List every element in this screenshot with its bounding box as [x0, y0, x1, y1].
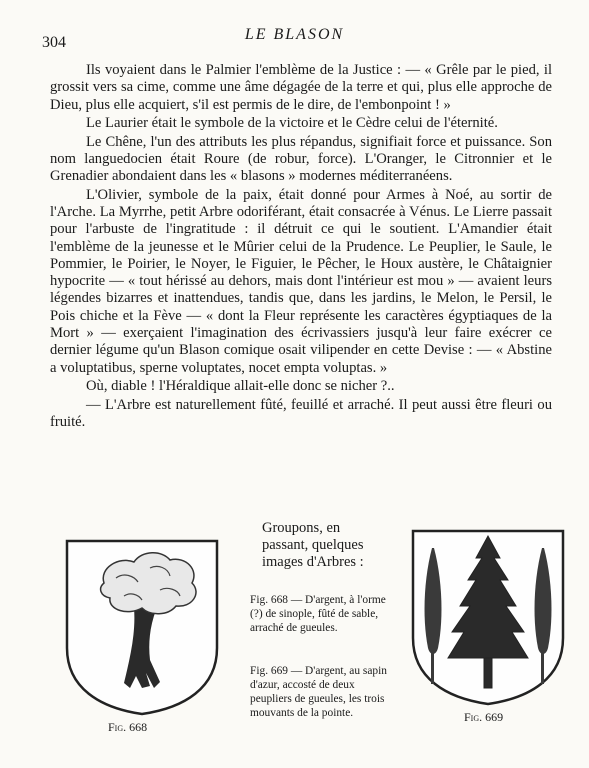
paragraph: L'Olivier, symbole de la paix, était donné pour Armes à Noé, au sortir de l'Arche. La Myrrhe, petit Arbre odoriférant, était consacrée à Vénus. Le Lierre passait pour l'arbuste de l'ingratitude : il détruit ce qui le soutient. L'Amandier était l'emblème de la jeunesse et le Mûrier celui de la Prudence. Le Peuplier, le Saule, le Pommier, le Poirier, le Noyer, le Figuier, le Pêcher, le Houx austère, le Châtaignier hypocrite — « tout hérissé au dehors, mais dont l'intérieur est mou » — avaient leurs légendes bizarres et inattendues, tandis que, dans les jardins, le Melon, le Persil, le Pois chiche et la Fève — « dont la Fleur représente les caractères égyptiaques de la Mort » — exerçaient l'imagination des écrivassiers jusqu'à leur faire exécrer ce dernier légume qu'un Blason comique osait vilipender en cette Devise : — « Abstine a voluptatibus, sperne voluptates, nocet empta voluptas. »	[50, 186, 552, 376]
figure-caption-669: Fig. 669 — D'argent, au sapin d'azur, accosté de deux peupliers de gueules, les trois mouvants de la pointe.	[250, 665, 387, 719]
figure-intro: Groupons, en passant, quelques images d'Arbres :	[262, 520, 364, 570]
page-number: 304	[42, 34, 66, 51]
paragraph: Ils voyaient dans le Palmier l'emblème de la Justice : — « Grêle par le pied, il grossit vers sa cime, comme une âme dégagée de la terre et qui, plus elle approche de Dieu, plus elle acquiert, s'il est permis de le dire, de l'embonpoint ! »	[50, 62, 552, 113]
paragraph: Le Laurier était le symbole de la victoire et le Cèdre celui de l'éternité.	[86, 115, 498, 132]
running-head: LE BLASON	[244, 26, 345, 43]
figure-caption-668: Fig. 668 — D'argent, à l'orme (?) de sinople, fûté de sable, arraché de gueules.	[250, 594, 386, 634]
figure-label-669: Fig. 669	[464, 710, 504, 724]
body-text	[50, 62, 552, 432]
paragraph: Le Chêne, l'un des attributs les plus répandus, signifiait force et puissance. Son nom languedocien était Roure (de robur, force). L'Oranger, le Citronnier et le Grenadier abondaient dans les « blasons » modernes méditerranéens.	[50, 133, 552, 185]
figure-label-668: Fig. 668	[108, 720, 148, 734]
coat-of-arms-669	[410, 528, 566, 706]
coat-of-arms-668	[64, 538, 220, 716]
paragraph: — L'Arbre est naturellement fûté, feuillé et arraché. Il peut aussi être fleuri ou fruité.	[50, 396, 552, 430]
paragraph: Où, diable ! l'Héraldique allait-elle donc se nicher ?..	[86, 378, 395, 395]
